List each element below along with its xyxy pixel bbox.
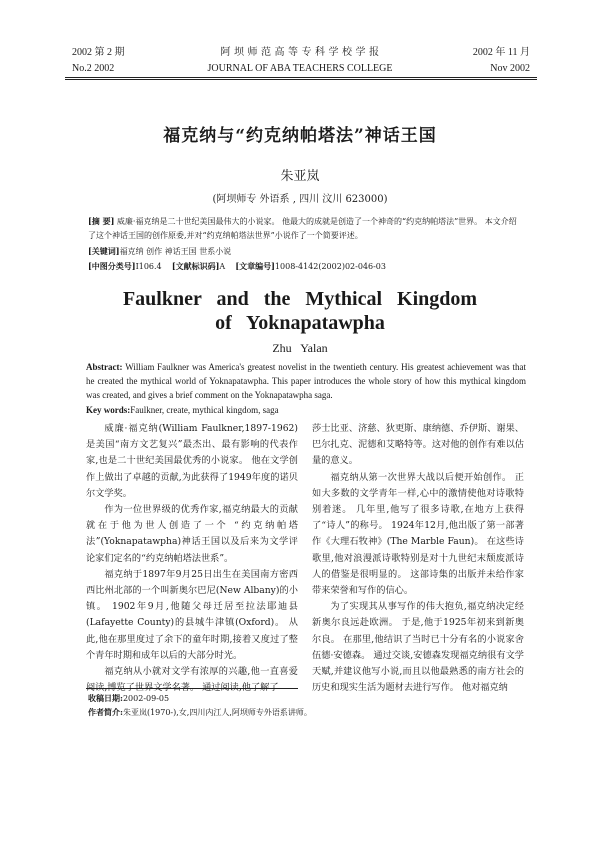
page-title-cn: 福克纳与“约克纳帕塔法”神话王国 [163,126,437,146]
author-en: Zhu Yalan [272,341,328,355]
keywords-cn [88,244,523,259]
right-paragraph-2: 福克纳从第一次世界大战以后便开始创作。 正如大多数的文学青年一样,心中的激情使他对诗歌特别着迷。 几年里,他写了很多诗歌,在地方上获得了“诗人”的称号。 1924年12月,他出版了第一部著作《大理石牧神》(The Marble Faun)。 在这些诗歌里,他对浪漫派诗歌特别是对十九世纪末颓废派诗人的借鉴是很明显的。 这部诗集的出版并未给作家带来荣誉和写作的信心。 [312,471,524,597]
article-value: 1008-4142(2002)02-046-03 [274,262,386,271]
author-cn: 朱亚岚 [280,169,320,184]
footnote-rule [86,688,298,689]
doc-label: [文献标识码] [171,261,220,271]
received-label: 收稿日期: [88,693,123,703]
abstract-en [86,360,526,402]
classification-line [88,259,523,274]
doc-value: A [219,262,226,271]
article-label: [文章编号] [235,261,275,271]
date-cn: 2002 年 11 月 [472,47,530,58]
bio-value: 朱亚岚(1970-),女,四川内江人,阿坝师专外语系讲师。 [122,708,312,717]
title-en-line2: of Yoknapatawpha [215,312,385,334]
issue-en: No.2 2002 [72,63,115,74]
keywords-en-text: Faulkner, create, mythical kingdom, saga [130,405,279,415]
left-column [86,421,298,696]
header-rule [65,77,537,78]
right-paragraph-3: 为了实现其从事写作的伟大抱负,福克纳决定经新奥尔良远赴欧洲。 于是,他于1925年初来到新奥尔良。 在那里,他结识了当时已十分有名的小说家舍伍德·安德森。 通过交谈,安德森发现福克纳很有文学天赋,并建议他写小说,而且以他最熟悉的南方社会的历史和现实生活为题材去进行写作。 他对福克纳 [312,601,524,694]
keywords-cn-text: 福克纳 创作 神话王国 世系小说 [119,247,232,256]
header-rule-2 [65,79,537,80]
keywords-cn-label: [关键词] [88,246,120,256]
bio-label: 作者简介: [88,707,123,717]
left-paragraph-4: 福克纳从小就对文学有浓厚的兴趣,他一直喜爱阅读,博览了世界文学名著。 通过阅读,他了解了 [86,666,298,694]
received-value: 2002-09-05 [122,694,170,703]
received-date [88,692,169,705]
title-en-line1: Faulkner and the Mythical Kingdom [122,288,478,310]
abstract-en-label: Abstract: [86,362,123,372]
abstract-cn [88,214,523,243]
left-paragraph-3: 福克纳于1897年9月25日出生在美国南方密西西比州北部的一个叫新奥尔巴尼(New Albany)的小镇。 1902年9月,他随父母迁居至拉法耶迪县(Lafayette County)的县城牛津镇(Oxford)。 从此,他在那里度过了余下的童年时期,接着又度过了整个青年时期和成年以后的大部分时光。 [86,568,298,661]
author-bio [88,706,312,719]
left-paragraph-2: 作为一位世界级的优秀作家,福克纳最大的贡献就在于他为世人创造了一个 “约克纳帕塔法”(Yoknapatawpha)神话王国以及后来为文学评论家们定名的“约克纳帕塔法世系”。 [86,504,298,564]
right-paragraph-1: 莎士比亚、济慈、狄更斯、康纳德、乔伊斯、谢果、巴尔扎克、泥德和艾略特等。这对他的创作有难以估量的意义。 [312,423,524,467]
journal-title-cn: 阿 坝 师 范 高 等 专 科 学 校 学 报 [220,47,380,58]
abstract-cn-label: [摘 要] [88,216,115,226]
abstract-cn-text: 威廉·福克纳是二十世纪美国最伟大的小说家。 他最大的成就是创造了一个神奇的“约克纳帕塔法”世界。 本文介绍了这个神话王国的创作原委,并对“约克纳帕塔法世界”小说作了一个简要评述。 [88,217,517,240]
date-en: Nov 2002 [490,63,530,74]
keywords-en [86,403,526,417]
left-paragraph-1: 威廉·福克纳(William Faulkner,1897-1962)是美国“南方文艺复兴”最杰出、最有影响的代表作家,也是二十世纪美国最优秀的小说家。 他在文学创作上做出了卓越的贡献,为此获得了1949年度的诺贝尔文学奖。 [86,423,298,499]
class-value: I106.4 [135,262,162,271]
right-column [312,421,524,696]
keywords-en-label: Key words: [86,405,131,415]
affiliation-cn: (阿坝师专 外语系 , 四川 汶川 623000) [212,194,388,205]
journal-title-en: JOURNAL OF ABA TEACHERS COLLEGE [207,63,393,74]
abstract-en-text: William Faulkner was America's greatest novelist in the twentieth century. His greatest achievement was that he created the mythical world of Yoknapatawpha. This paper introduces the whole story of how this mythical kingdom was created, and gives a brief comment on the Yoknapatawpha saga. [86,362,526,400]
class-label: [中图分类号] [88,261,136,271]
issue-cn: 2002 第 2 期 [72,47,125,58]
